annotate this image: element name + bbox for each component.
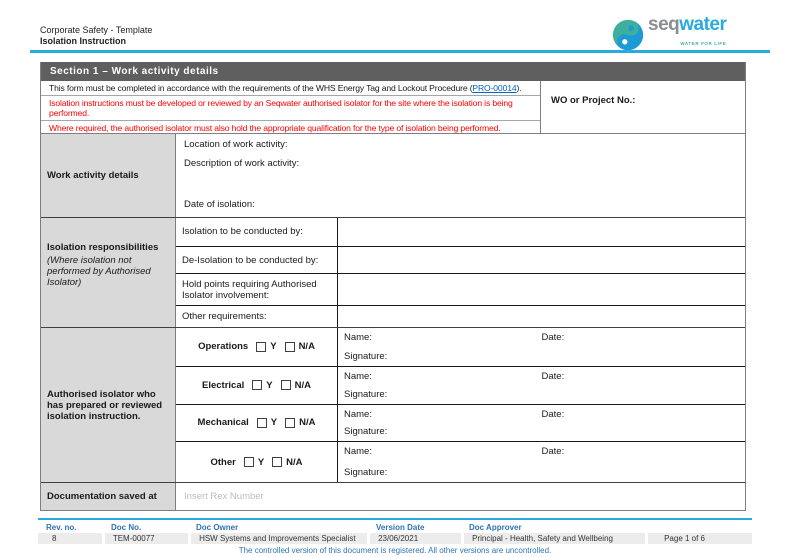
responsibilities-label: Isolation responsibilities (Where isolation not performed by Authorised Isolator) (41, 218, 176, 327)
responsibility-row (176, 218, 745, 247)
responsibilities-note: (Where isolation not performed by Authorised Isolator) (47, 255, 151, 288)
rev-no-header: Rev. no. (46, 523, 77, 532)
documentation-label: Documentation saved at (41, 483, 176, 510)
other-label: Other (210, 456, 236, 468)
logo-tagline: WATER FOR LIFE (680, 41, 727, 46)
instructions-text (41, 81, 541, 133)
authorised-isolator-section (41, 328, 745, 483)
other-requirements-label: Other requirements: (176, 306, 338, 327)
checkbox-y-operations[interactable] (256, 342, 266, 352)
procedure-link[interactable]: PRO-00014 (472, 83, 517, 93)
responsibility-row (176, 306, 745, 327)
authorised-isolator-rows (176, 328, 745, 482)
name-label: Name: (344, 446, 372, 458)
isolator-row-mechanical: Mechanical Y N/A Name: Date: Signature: (176, 405, 745, 443)
version-date-header: Version Date (376, 523, 425, 532)
seqwater-logo (612, 16, 726, 53)
instruction-line-3: Where required, the authorised isolator must also hold the appropriate qualification for the type of isolation being performed. (49, 122, 501, 133)
date-label: Date: (541, 408, 565, 420)
instruction-line-1: This form must be completed in accordance with the requirements of the WHS Energy Tag and Lockout Procedure (PRO-00014). (41, 81, 540, 96)
electrical-signoff-cell[interactable] (338, 367, 745, 404)
isolation-by-field[interactable] (338, 218, 745, 246)
responsibilities-rows (176, 218, 745, 327)
doc-no-header: Doc No. (111, 523, 142, 532)
checkbox-na-operations[interactable] (285, 342, 295, 352)
mechanical-label: Mechanical (197, 417, 249, 429)
document-header (40, 25, 152, 47)
name-label: Name: (344, 370, 372, 382)
name-label: Name: (344, 332, 372, 343)
document-footer (38, 518, 752, 555)
footer-values-row (38, 533, 752, 544)
work-activity-section (41, 134, 745, 218)
checkbox-na-electrical[interactable] (281, 380, 291, 390)
other-signoff-cell[interactable] (338, 442, 745, 482)
checkbox-y-electrical[interactable] (252, 380, 262, 390)
documentation-section (41, 483, 745, 510)
checkbox-y-mechanical[interactable] (257, 418, 267, 428)
other-requirements-field[interactable] (338, 306, 745, 327)
work-activity-fields[interactable] (176, 134, 745, 217)
electrical-label: Electrical (202, 379, 245, 391)
responsibility-row (176, 274, 745, 306)
location-field-label: Location of work activity: (184, 139, 288, 150)
section1-title-bar: Section 1 – Work activity details (41, 62, 745, 81)
isolator-row-operations: Operations Y N/A Name: Date: Signature: (176, 328, 745, 367)
name-label: Name: (344, 408, 372, 420)
isolator-row-electrical: Electrical Y N/A Name: Date: Signature: (176, 367, 745, 405)
responsibilities-section (41, 218, 745, 328)
wo-project-number-field[interactable] (541, 81, 745, 133)
work-activity-label: Work activity details (41, 134, 176, 217)
wo-project-number-label: WO or Project No.: (551, 95, 636, 106)
doc-approver-value: Principal - Health, Safety and Wellbeing (464, 533, 645, 544)
checkbox-na-other[interactable] (272, 457, 282, 467)
date-of-isolation-label: Date of isolation: (184, 199, 255, 210)
doc-no-value: TEM-00077 (105, 533, 188, 544)
document-title: Isolation Instruction (40, 36, 127, 46)
checkbox-y-other[interactable] (244, 457, 254, 467)
controlled-version-note: The controlled version of this document is registered. All other versions are uncontrolled. (238, 546, 552, 555)
hold-points-field[interactable] (338, 274, 745, 305)
responsibility-row (176, 247, 745, 275)
checkbox-na-mechanical[interactable] (285, 418, 295, 428)
mechanical-signoff-cell[interactable] (338, 405, 745, 442)
isolator-row-other: Other Y N/A Name: Date: Signature: (176, 442, 745, 482)
description-field-label: Description of work activity: (184, 158, 300, 169)
logo-swirl-icon (612, 19, 644, 51)
signature-label: Signature: (344, 350, 388, 362)
hold-points-label: Hold points requiring Authorised Isolator involvement: (176, 274, 338, 305)
signature-label: Signature: (344, 426, 388, 438)
deisolation-by-field[interactable] (338, 247, 745, 274)
operations-signoff-cell[interactable] (338, 328, 745, 366)
doc-owner-header: Doc Owner (196, 523, 239, 532)
page-header (646, 522, 752, 533)
doc-owner-value: HSW Systems and Improvements Specialist (191, 533, 367, 544)
page-number: Page 1 of 6 (648, 533, 752, 544)
document-type: Corporate Safety - Template (40, 25, 153, 35)
date-label: Date: (541, 332, 565, 343)
rev-no-value: 8 (38, 533, 102, 544)
date-label: Date: (541, 446, 565, 458)
section1-table (40, 62, 746, 511)
signature-label: Signature: (344, 388, 388, 400)
version-date-value: 23/06/2021 (370, 533, 461, 544)
footer-header-row (38, 520, 752, 533)
signature-label: Signature: (344, 466, 388, 478)
date-label: Date: (541, 370, 565, 382)
logo-wordmark: seqwater WATER FOR LIFE (648, 16, 726, 53)
rex-number-field[interactable] (176, 483, 745, 510)
authorised-isolator-label: Authorised isolator who has prepared or reviewed isolation instruction. (41, 328, 176, 482)
isolation-by-label: Isolation to be conducted by: (176, 218, 338, 246)
instructions-block (41, 81, 745, 134)
deisolation-by-label: De-Isolation to be conducted by: (176, 247, 338, 274)
rex-number-placeholder: Insert Rex Number (184, 491, 264, 502)
instruction-line-2: Isolation instructions must be developed or reviewed by an Seqwater authorised isolator for the site where the isolation is being performed. (41, 96, 540, 121)
doc-approver-header: Doc Approver (469, 523, 522, 532)
operations-label: Operations (198, 341, 249, 353)
